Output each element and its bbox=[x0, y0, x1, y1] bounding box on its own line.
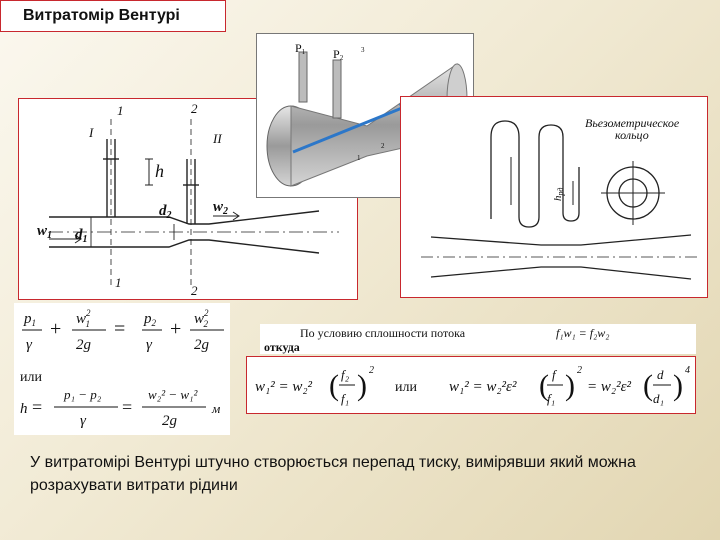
callout-2: 2 bbox=[381, 142, 385, 150]
eq1-den: f₁ bbox=[341, 391, 350, 406]
eq3-num: d bbox=[657, 367, 664, 382]
formula-or: или bbox=[395, 380, 417, 395]
p2-tap bbox=[333, 60, 341, 118]
h-label: h bbox=[155, 161, 164, 181]
eq1-num: f₂ bbox=[341, 367, 350, 382]
eq-p2: $p_2$ bbox=[144, 311, 156, 328]
w2-label: $w_2$ bbox=[213, 199, 229, 217]
manometer-tube-2 bbox=[519, 125, 563, 227]
eq-w-diff: w₂² − w₁² bbox=[148, 387, 198, 402]
eq2-num: f bbox=[552, 367, 556, 382]
section-2-bottom-label: 2 bbox=[191, 283, 198, 298]
piezometric-ring-drawing bbox=[401, 97, 707, 297]
p1-tap bbox=[299, 52, 307, 102]
eq-equals-3: = bbox=[122, 397, 133, 417]
continuity-statement-drawing bbox=[260, 324, 696, 354]
pipe-lower-wall bbox=[431, 267, 691, 279]
section-ii-label: II bbox=[213, 131, 222, 146]
eq1-open-paren: ( bbox=[329, 369, 339, 402]
eq-2g-2: 2g bbox=[194, 337, 209, 353]
lower-wall bbox=[49, 240, 319, 253]
eq3-lhs: = w₂²ε² bbox=[587, 379, 631, 395]
d2-label: $d_2$ bbox=[159, 203, 172, 221]
eq1-close-paren: ) bbox=[357, 369, 367, 402]
eq-plus-1: + bbox=[50, 318, 62, 340]
eq-w1-sq: $w^2$ 1 bbox=[76, 308, 91, 329]
slide-title: Витратомір Вентурі bbox=[0, 0, 226, 32]
viscometer-title-1: Вьезометрическое bbox=[585, 116, 680, 130]
eq-equals-1: = bbox=[114, 318, 126, 340]
velocity-ratio-drawing bbox=[247, 357, 695, 413]
section-2-top-label: 2 bbox=[191, 101, 198, 116]
eq-gamma-1: γ bbox=[26, 337, 32, 353]
continuity-equation: f₁w₁ = f₂w₂ bbox=[556, 326, 610, 340]
upper-wall bbox=[49, 211, 319, 224]
eq-or: или bbox=[20, 370, 42, 385]
eq-gamma-2: γ bbox=[146, 337, 152, 353]
eq3-open-paren: ( bbox=[643, 369, 653, 402]
eq1-exp: 2 bbox=[369, 365, 374, 376]
d1-label: $d_1$ bbox=[75, 227, 88, 245]
eq-2g-3: 2g bbox=[162, 413, 177, 429]
section-1-top-label: 1 bbox=[117, 103, 124, 118]
eq2-lhs: w₁² = w₂²ε² bbox=[449, 379, 517, 395]
eq-2g-1: 2g bbox=[76, 337, 91, 353]
p2-label: P2 bbox=[333, 47, 344, 62]
eq-h: h bbox=[20, 401, 28, 417]
w1-label: $w_1$ bbox=[37, 223, 53, 241]
velocity-ratio-formula bbox=[246, 356, 696, 414]
pipe-upper-wall bbox=[431, 235, 691, 245]
section-i-label: I bbox=[89, 125, 94, 140]
hpd-label: hрд bbox=[552, 187, 565, 201]
bernoulli-equation bbox=[14, 303, 230, 435]
piezometric-ring-schematic bbox=[400, 96, 708, 298]
ring-taps bbox=[601, 161, 665, 225]
continuity-text: По условию сплошности потока bbox=[300, 326, 466, 340]
eq2-close-paren: ) bbox=[565, 369, 575, 402]
continuity-statement bbox=[260, 324, 696, 354]
eq2-den: f₁ bbox=[547, 391, 556, 406]
continuity-whence: откуда bbox=[264, 340, 300, 354]
manometer-tube-1 bbox=[491, 121, 519, 219]
eq-p1: $p_1$ bbox=[24, 311, 36, 328]
eq-p-diff: p₁ − p₂ bbox=[64, 387, 102, 402]
slide-caption: У витратомірі Вентурі штучно створюється перепад тиску, вимірявши який можна розрахувати витрати рідини bbox=[30, 454, 636, 494]
eq2-exp: 2 bbox=[577, 365, 582, 376]
bernoulli-equation-drawing bbox=[14, 303, 230, 435]
eq2-open-paren: ( bbox=[539, 369, 549, 402]
eq3-exp: 4 bbox=[685, 365, 690, 376]
eq3-close-paren: ) bbox=[673, 369, 683, 402]
eq3-den: d₁ bbox=[653, 391, 665, 406]
eq-equals-2: = bbox=[32, 397, 43, 417]
p1-label: P1 bbox=[295, 41, 306, 56]
eq-w2-sq: $w^2$ 2 bbox=[194, 308, 209, 329]
h-dimension bbox=[145, 159, 153, 185]
manometer-tube-3 bbox=[563, 167, 579, 221]
viscometer-title-2: кольцо bbox=[615, 128, 649, 142]
eq-plus-2: + bbox=[170, 318, 182, 340]
callout-1: 1 bbox=[357, 154, 361, 162]
eq-unit-m: м bbox=[212, 401, 221, 416]
eq1-lhs: w₁² = w₂² bbox=[255, 379, 313, 395]
callout-3: 3 bbox=[361, 46, 365, 54]
section-1-bottom-label: 1 bbox=[115, 275, 122, 290]
eq-gamma-3: γ bbox=[80, 413, 86, 429]
